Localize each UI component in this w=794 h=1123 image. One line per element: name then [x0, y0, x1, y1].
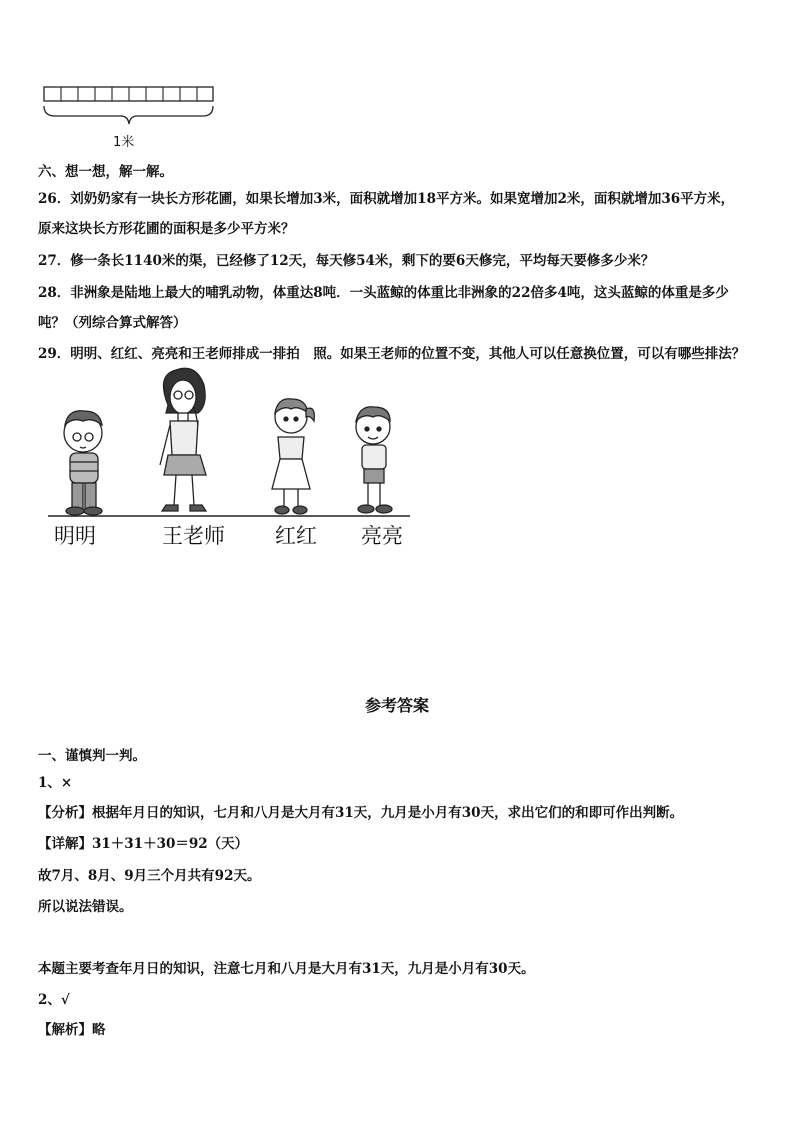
name-liangliang: 亮亮	[361, 524, 403, 548]
answer-2: 2、√	[38, 992, 70, 1008]
boy-liangliang-figure	[356, 407, 392, 513]
section6-heading: 六、想一想，解一解。	[38, 164, 173, 180]
name-honghong: 红红	[275, 524, 317, 548]
answer-2-analysis: 【解析】略	[38, 1022, 106, 1038]
answers-title: 参考答案	[364, 696, 429, 715]
question-28-line1: 28．非洲象是陆地上最大的哺乳动物，体重达8吨．一头蓝鲸的体重比非洲象的22倍多4吨，这头蓝鲸的体重是多少	[38, 285, 729, 301]
question-26-line2: 原来这块长方形花圃的面积是多少平方米？	[38, 221, 295, 237]
name-mingming: 明明	[54, 524, 96, 548]
answer-1-line4: 所以说法错误。	[38, 899, 133, 915]
answers-section1: 一、谨慎判一判。	[38, 748, 146, 764]
boy-mingming-figure	[64, 411, 102, 515]
name-teacher-wang: 王老师	[162, 524, 225, 548]
brace	[44, 106, 213, 124]
people-illustration	[48, 365, 413, 520]
answer-1-analysis: 【分析】根据年月日的知识，七月和八月是大月有31天，九月是小月有30天，求出它们的和即可作出判断。	[38, 805, 684, 821]
answer-1-note: 本题主要考查年月日的知识，注意七月和八月是大月有31天，九月是小月有30天。	[38, 961, 535, 977]
answer-1-line3: 故7月、8月、9月三个月共有92天。	[38, 868, 261, 884]
question-27: 27．修一条长1140米的渠，已经修了12天，每天修54米，剩下的要6天修完，平均每天要修多少米？	[38, 253, 655, 269]
question-29: 29．明明、红红、亮亮和王老师排成一排拍 照。如果王老师的位置不变，其他人可以任意换位置，可以有哪些排法？	[38, 346, 746, 362]
ruler-diagram	[43, 86, 218, 131]
ruler-label: 1米	[113, 135, 135, 150]
girl-honghong-figure	[272, 399, 314, 514]
answer-1-detail: 【详解】31＋31＋30＝92（天）	[38, 836, 249, 852]
teacher-wang-figure	[160, 368, 206, 511]
question-28-line2: 吨？（列综合算式解答）	[38, 315, 187, 331]
question-26-line1: 26．刘奶奶家有一块长方形花圃，如果长增加3米，面积就增加18平方米。如果宽增加2米，面积就增加36平方米，	[38, 191, 735, 207]
answer-1: 1、×	[38, 775, 73, 791]
